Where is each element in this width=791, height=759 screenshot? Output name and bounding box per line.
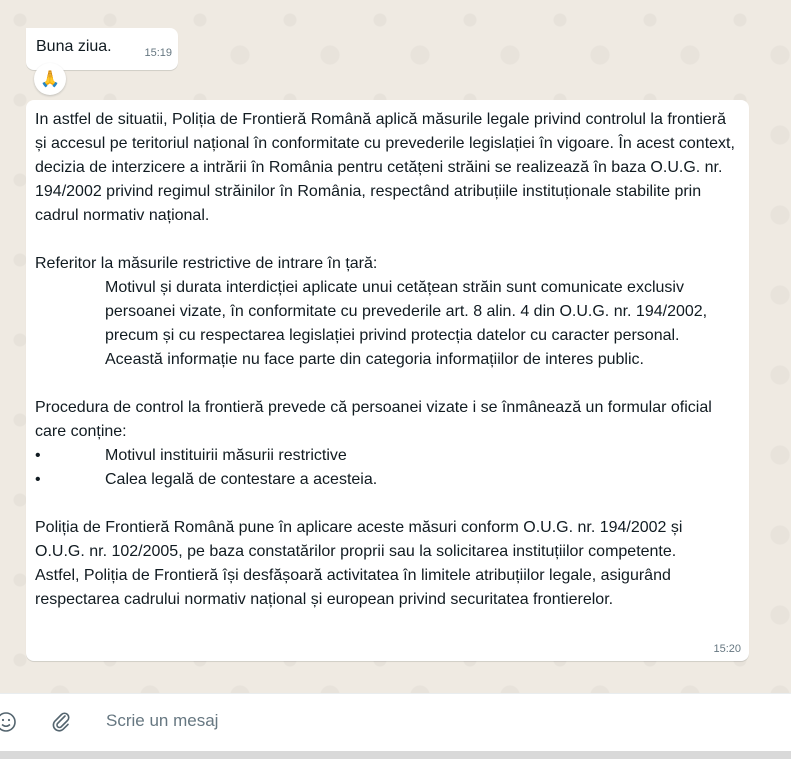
- reaction-badge[interactable]: 🙏: [34, 63, 66, 95]
- paragraph: [35, 276, 735, 348]
- list-item: [35, 444, 735, 468]
- paragraph: Această informație nu face parte din categoria informațiilor de interes public.: [105, 351, 644, 368]
- bullet-marker: •: [35, 471, 41, 488]
- paragraph-heading: Referitor la măsurile restrictive de intrare în țară:: [35, 255, 378, 272]
- paragraph: Astfel, Poliția de Frontieră își desfășoară activitatea în limitele atribuțiilor legale, asigurând respectarea cadrului normativ național și european privind securitatea frontierelor.: [35, 567, 671, 608]
- message-time: 15:20: [713, 643, 741, 655]
- message-body: [35, 108, 735, 612]
- list-item-text: Motivul instituirii măsurii restrictive: [105, 447, 347, 464]
- paragraph-text: Motivul și durata interdicției aplicate unui cetățean străin sunt comunicate exclusiv persoanei vizate, în conformitate cu prevederile art. 8 alin. 4 din O.U.G. nr. 194/2002, precum și cu respectarea legislației privind protecția datelor cu caracter personal.: [105, 279, 708, 344]
- paragraph: In astfel de situatii, Poliția de Frontieră Română aplică măsurile legale privind controlul la frontieră și accesul pe teritoriul național în conformitate cu prevederile legislației în vigoare. În acest context, decizia de interzicere a intrării în România pentru cetățeni străini se realizează în baza O.U.G. nr. 194/2002 privind regimul străinilor în România, respectând atribuțiile instituționale stabilite prin cadrul normativ național.: [35, 111, 735, 224]
- message-text: Buna ziua.: [36, 38, 112, 55]
- message-input[interactable]: Scrie un mesaj: [106, 711, 219, 730]
- message-composer: [0, 693, 791, 752]
- emoji-icon[interactable]: [0, 710, 18, 734]
- message-time: 15:19: [144, 47, 172, 59]
- list-item: [35, 468, 735, 492]
- paperclip-icon[interactable]: [50, 710, 72, 734]
- paragraph-heading: Procedura de control la frontieră prevede că persoanei vizate i se înmânează un formular oficial care conține:: [35, 399, 712, 440]
- paragraph: Poliția de Frontieră Română pune în aplicare aceste măsuri conform O.U.G. nr. 194/2002 și O.U.G. nr. 102/2005, pe baza constatărilor proprii sau la solicitarea instituțiilor competente.: [35, 519, 683, 560]
- window-bottom-edge: [0, 751, 791, 759]
- message-bubble-reply[interactable]: [26, 100, 749, 661]
- bullet-marker: •: [35, 447, 41, 464]
- list-item-text: Calea legală de contestare a acesteia.: [105, 471, 378, 488]
